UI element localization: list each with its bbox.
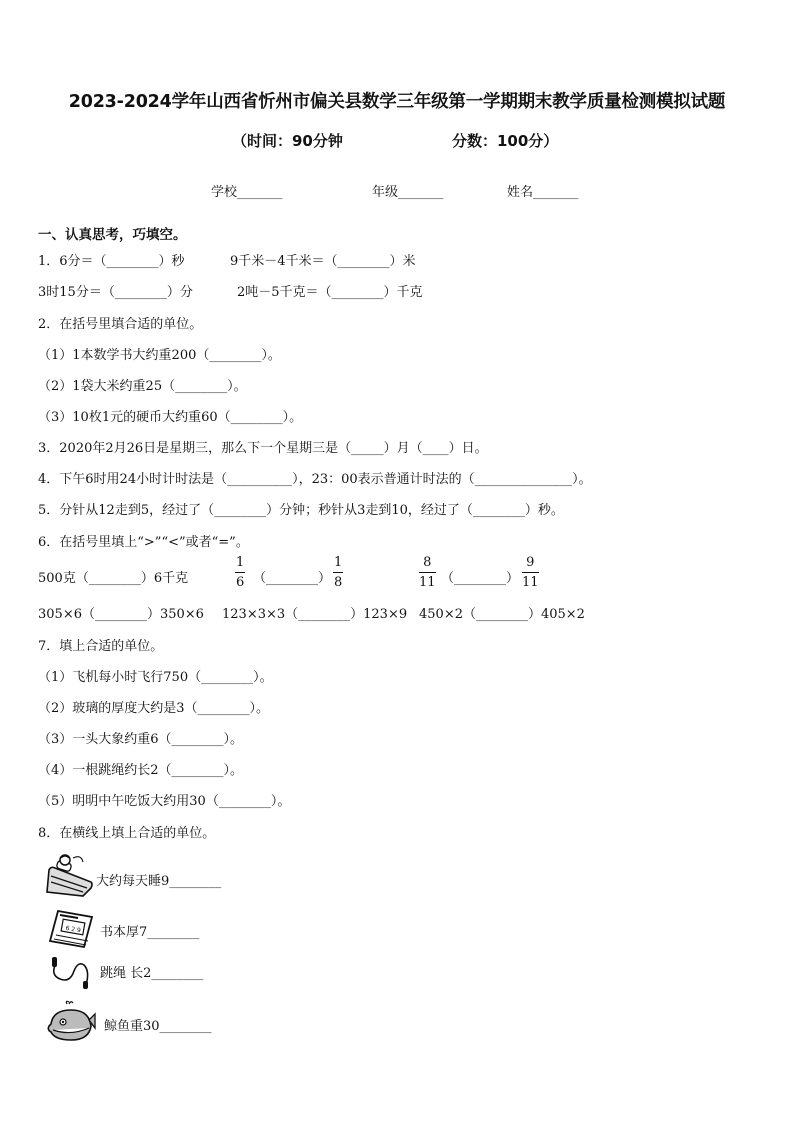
- question-2-item-2[interactable]: （2）1袋大米约重25（________）。: [38, 379, 247, 394]
- question-6-stem: 6．在括号里填上“>”“<”或者“=”。: [38, 535, 249, 550]
- book-icon: [48, 909, 96, 949]
- question-7-item-3[interactable]: （3）一头大象约重6（________）。: [38, 732, 244, 747]
- question-3[interactable]: 3．2020年2月26日是星期三，那么下一个星期三是（_____）月（____）日。: [38, 441, 488, 456]
- fraction-numerator: 1: [235, 556, 245, 573]
- fraction-one-sixth: [235, 556, 245, 589]
- question-6-compare-4[interactable]: 305×6（________）350×6: [38, 607, 204, 622]
- question-1a[interactable]: 1．6分＝（________）秒: [38, 254, 185, 269]
- question-7-stem: 7．填上合适的单位。: [38, 639, 164, 654]
- sleeping-person-icon: [43, 852, 95, 898]
- fraction-numerator: 8: [419, 556, 436, 573]
- fraction-denominator: 11: [522, 575, 539, 590]
- fraction-denominator: 11: [419, 575, 436, 590]
- question-6-blank-3[interactable]: （________）: [441, 571, 520, 586]
- fraction-denominator: 6: [236, 575, 245, 590]
- exam-score: 分数：100分）: [452, 132, 559, 150]
- question-1c[interactable]: 3时15分＝（________）分: [38, 285, 193, 300]
- grade-field[interactable]: 年级_______: [372, 185, 444, 200]
- question-4[interactable]: 4．下午6时用24小时计时法是（__________），23：00表示普通计时法的（_______________）。: [38, 472, 592, 487]
- question-1b[interactable]: 9千米－4千米＝（________）米: [230, 254, 416, 269]
- question-7-item-1[interactable]: （1）飞机每小时飞行750（________）。: [38, 670, 273, 685]
- question-8-stem: 8．在横线上填上合适的单位。: [38, 826, 216, 841]
- page-title: 2023-2024学年山西省忻州市偏关县数学三年级第一学期期末教学质量检测模拟试题: [68, 92, 726, 112]
- question-2-item-3[interactable]: （3）10枚1元的硬币大约重60（________）。: [38, 410, 303, 425]
- question-1d[interactable]: 2吨－5千克＝（________）千克: [237, 285, 423, 300]
- question-6-compare-1[interactable]: 500克（________）6千克: [38, 571, 189, 586]
- fraction-denominator: 8: [334, 575, 343, 590]
- name-field[interactable]: 姓名_______: [507, 185, 579, 200]
- question-5[interactable]: 5．分针从12走到5，经过了（________）分钟；秒针从3走到10，经过了（________）秒。: [38, 503, 564, 518]
- q8-item-book[interactable]: 书本厚7________: [100, 925, 200, 940]
- exam-time: （时间：90分钟: [232, 132, 343, 150]
- whale-icon: [45, 1000, 97, 1044]
- fraction-one-eighth: [333, 556, 343, 589]
- question-7-item-2[interactable]: （2）玻璃的厚度大约是3（________）。: [38, 701, 270, 716]
- q8-item-sleep[interactable]: 大约每天睡9________: [96, 874, 222, 889]
- question-2-item-1[interactable]: （1）1本数学书大约重200（________）。: [38, 348, 281, 363]
- section-title: 一、认真思考，巧填空。: [38, 227, 187, 243]
- fraction-nine-elevenths: [522, 556, 539, 589]
- q8-item-whale[interactable]: 鲸鱼重30________: [104, 1019, 212, 1034]
- fraction-eight-elevenths: [419, 556, 436, 589]
- question-6-compare-5[interactable]: 123×3×3（________）123×9: [222, 607, 408, 622]
- fraction-numerator: 1: [333, 556, 343, 573]
- question-7-item-4[interactable]: （4）一根跳绳约长2（________）。: [38, 763, 244, 778]
- jump-rope-icon: [48, 955, 96, 989]
- fraction-numerator: 9: [522, 556, 539, 573]
- question-6-compare-6[interactable]: 450×2（________）405×2: [419, 607, 585, 622]
- svg-text:6 2 9: 6 2 9: [65, 924, 82, 935]
- q8-item-rope[interactable]: 跳绳 长2________: [100, 966, 204, 981]
- question-6-blank-2[interactable]: （________）: [253, 571, 332, 586]
- school-field[interactable]: 学校_______: [211, 185, 283, 200]
- question-2-stem: 2．在括号里填合适的单位。: [38, 317, 203, 332]
- question-7-item-5[interactable]: （5）明明中午吃饭大约用30（________）。: [38, 794, 291, 809]
